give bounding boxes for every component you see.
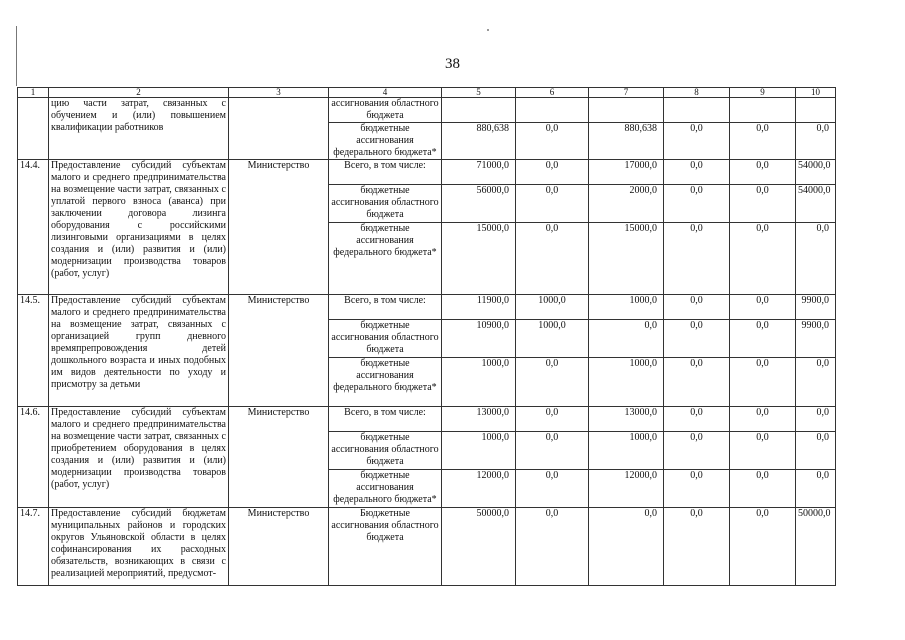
row-executor: Министерство xyxy=(229,508,329,586)
column-number-7: 7 xyxy=(589,88,664,98)
amount-col-10: 50000,0 xyxy=(796,508,836,586)
amount-col-10: 9900,0 xyxy=(796,320,836,358)
table-row xyxy=(18,407,836,432)
amount-col-5: 13000,0 xyxy=(442,407,516,432)
amount-col-5: 50000,0 xyxy=(442,508,516,586)
amount-col-9: 0,0 xyxy=(730,185,796,223)
funding-source: бюджетные ассигнования федерального бюджета* xyxy=(329,358,442,407)
amount-col-6: 0,0 xyxy=(516,508,589,586)
amount-col-9: 0,0 xyxy=(730,432,796,470)
amount-col-9: 0,0 xyxy=(730,358,796,407)
table-row xyxy=(18,98,836,123)
page-number: 38 xyxy=(445,56,460,72)
amount-col-8: 0,0 xyxy=(664,358,730,407)
amount-col-10: 0,0 xyxy=(796,358,836,407)
row-number: 14.5. xyxy=(18,295,49,407)
amount-col-10: 0,0 xyxy=(796,123,836,160)
funding-source: Всего, в том числе: xyxy=(329,407,442,432)
amount-col-6: 1000,0 xyxy=(516,320,589,358)
amount-col-5: 71000,0 xyxy=(442,160,516,185)
amount-col-7: 0,0 xyxy=(589,508,664,586)
row-number: 14.4. xyxy=(18,160,49,295)
row-description: Предоставление субсидий бюджетам муниципальных районов и городских округов Ульяновской области в целях софинансирования их расходных обязательств, возникающих в связи с реализацией мероприятий, предусмот- xyxy=(49,508,229,586)
amount-col-9: 0,0 xyxy=(730,320,796,358)
amount-col-5: 1000,0 xyxy=(442,432,516,470)
funding-source: бюджетные ассигнования областного бюджета xyxy=(329,185,442,223)
amount-col-10: 0,0 xyxy=(796,407,836,432)
amount-col-5: 10900,0 xyxy=(442,320,516,358)
amount-col-6: 0,0 xyxy=(516,358,589,407)
amount-col-5: 12000,0 xyxy=(442,470,516,508)
amount-col-6: 0,0 xyxy=(516,223,589,295)
amount-col-5: 880,638 xyxy=(442,123,516,160)
amount-col-7: 2000,0 xyxy=(589,185,664,223)
budget-table xyxy=(17,87,836,586)
funding-source: Всего, в том числе: xyxy=(329,295,442,320)
amount-col-8: 0,0 xyxy=(664,470,730,508)
column-number-1: 1 xyxy=(18,88,49,98)
amount-col-5: 1000,0 xyxy=(442,358,516,407)
amount-col-8: 0,0 xyxy=(664,432,730,470)
row-number: 14.7. xyxy=(18,508,49,586)
row-number xyxy=(18,98,49,160)
amount-col-8 xyxy=(664,98,730,123)
funding-source: бюджетные ассигнования областного бюджета xyxy=(329,432,442,470)
column-number-3: 3 xyxy=(229,88,329,98)
amount-col-7 xyxy=(589,98,664,123)
amount-col-10 xyxy=(796,98,836,123)
table-header-row xyxy=(18,88,836,98)
amount-col-9: 0,0 xyxy=(730,123,796,160)
amount-col-9: 0,0 xyxy=(730,223,796,295)
funding-source: Всего, в том числе: xyxy=(329,160,442,185)
amount-col-5: 15000,0 xyxy=(442,223,516,295)
amount-col-6: 0,0 xyxy=(516,160,589,185)
amount-col-6 xyxy=(516,98,589,123)
amount-col-10: 0,0 xyxy=(796,470,836,508)
column-number-9: 9 xyxy=(730,88,796,98)
amount-col-6: 0,0 xyxy=(516,470,589,508)
amount-col-7: 1000,0 xyxy=(589,295,664,320)
amount-col-6: 0,0 xyxy=(516,123,589,160)
amount-col-8: 0,0 xyxy=(664,407,730,432)
row-executor: Министерство xyxy=(229,295,329,407)
amount-col-7: 1000,0 xyxy=(589,358,664,407)
amount-col-5 xyxy=(442,98,516,123)
amount-col-8: 0,0 xyxy=(664,223,730,295)
amount-col-7: 1000,0 xyxy=(589,432,664,470)
amount-col-10: 9900,0 xyxy=(796,295,836,320)
amount-col-9: 0,0 xyxy=(730,407,796,432)
amount-col-10: 54000,0 xyxy=(796,160,836,185)
row-description: Предоставление субсидий субъектам малого и среднего предпринимательства на возмещение части затрат, связанных с приобретением оборудования в целях создания и (или) развития и (или) модернизации производства товаров (работ, услуг) xyxy=(49,407,229,508)
amount-col-8: 0,0 xyxy=(664,185,730,223)
row-number: 14.6. xyxy=(18,407,49,508)
row-description: цию части затрат, связанных с обучением и (или) повышением квалификации работников xyxy=(49,98,229,160)
amount-col-10: 0,0 xyxy=(796,223,836,295)
amount-col-7: 17000,0 xyxy=(589,160,664,185)
amount-col-9: 0,0 xyxy=(730,160,796,185)
amount-col-8: 0,0 xyxy=(664,320,730,358)
amount-col-7: 13000,0 xyxy=(589,407,664,432)
column-number-10: 10 xyxy=(796,88,836,98)
table-row xyxy=(18,160,836,185)
amount-col-7: 12000,0 xyxy=(589,470,664,508)
amount-col-7: 0,0 xyxy=(589,320,664,358)
amount-col-6: 0,0 xyxy=(516,185,589,223)
table-row xyxy=(18,508,836,586)
scan-speck xyxy=(487,29,489,31)
column-number-5: 5 xyxy=(442,88,516,98)
amount-col-6: 0,0 xyxy=(516,407,589,432)
funding-source: бюджетные ассигнования федерального бюджета* xyxy=(329,470,442,508)
amount-col-9: 0,0 xyxy=(730,508,796,586)
amount-col-9: 0,0 xyxy=(730,470,796,508)
amount-col-5: 56000,0 xyxy=(442,185,516,223)
amount-col-8: 0,0 xyxy=(664,123,730,160)
amount-col-10: 54000,0 xyxy=(796,185,836,223)
amount-col-10: 0,0 xyxy=(796,432,836,470)
amount-col-7: 15000,0 xyxy=(589,223,664,295)
column-number-4: 4 xyxy=(329,88,442,98)
amount-col-6: 1000,0 xyxy=(516,295,589,320)
amount-col-8: 0,0 xyxy=(664,160,730,185)
row-executor xyxy=(229,98,329,160)
row-executor: Министерство xyxy=(229,160,329,295)
amount-col-8: 0,0 xyxy=(664,508,730,586)
amount-col-9 xyxy=(730,98,796,123)
amount-col-5: 11900,0 xyxy=(442,295,516,320)
table-row xyxy=(18,295,836,320)
amount-col-6: 0,0 xyxy=(516,432,589,470)
row-description: Предоставление субсидий субъектам малого и среднего предпринимательства на возмещение затрат, связанных с организацией групп дневного времяпрепровождения детей дошкольного возраста и иных подобных им видов деятельности по уходу и присмотру за детьми xyxy=(49,295,229,407)
funding-source: бюджетные ассигнования федерального бюджета* xyxy=(329,123,442,160)
amount-col-9: 0,0 xyxy=(730,295,796,320)
column-number-8: 8 xyxy=(664,88,730,98)
funding-source: Бюджетные ассигнования областного бюджета xyxy=(329,508,442,586)
row-executor: Министерство xyxy=(229,407,329,508)
amount-col-7: 880,638 xyxy=(589,123,664,160)
column-number-2: 2 xyxy=(49,88,229,98)
funding-source: ассигнования областного бюджета xyxy=(329,98,442,123)
row-description: Предоставление субсидий субъектам малого и среднего предпринимательства на возмещение части затрат, связанных с уплатой первого взноса (аванса) при заключении договора лизинга оборудования с российскими лизинговыми организациями в целях создания и (или) развития и (или) модернизации производства товаров (работ, услуг) xyxy=(49,160,229,295)
amount-col-8: 0,0 xyxy=(664,295,730,320)
column-number-6: 6 xyxy=(516,88,589,98)
funding-source: бюджетные ассигнования областного бюджета xyxy=(329,320,442,358)
funding-source: бюджетные ассигнования федерального бюджета* xyxy=(329,223,442,295)
